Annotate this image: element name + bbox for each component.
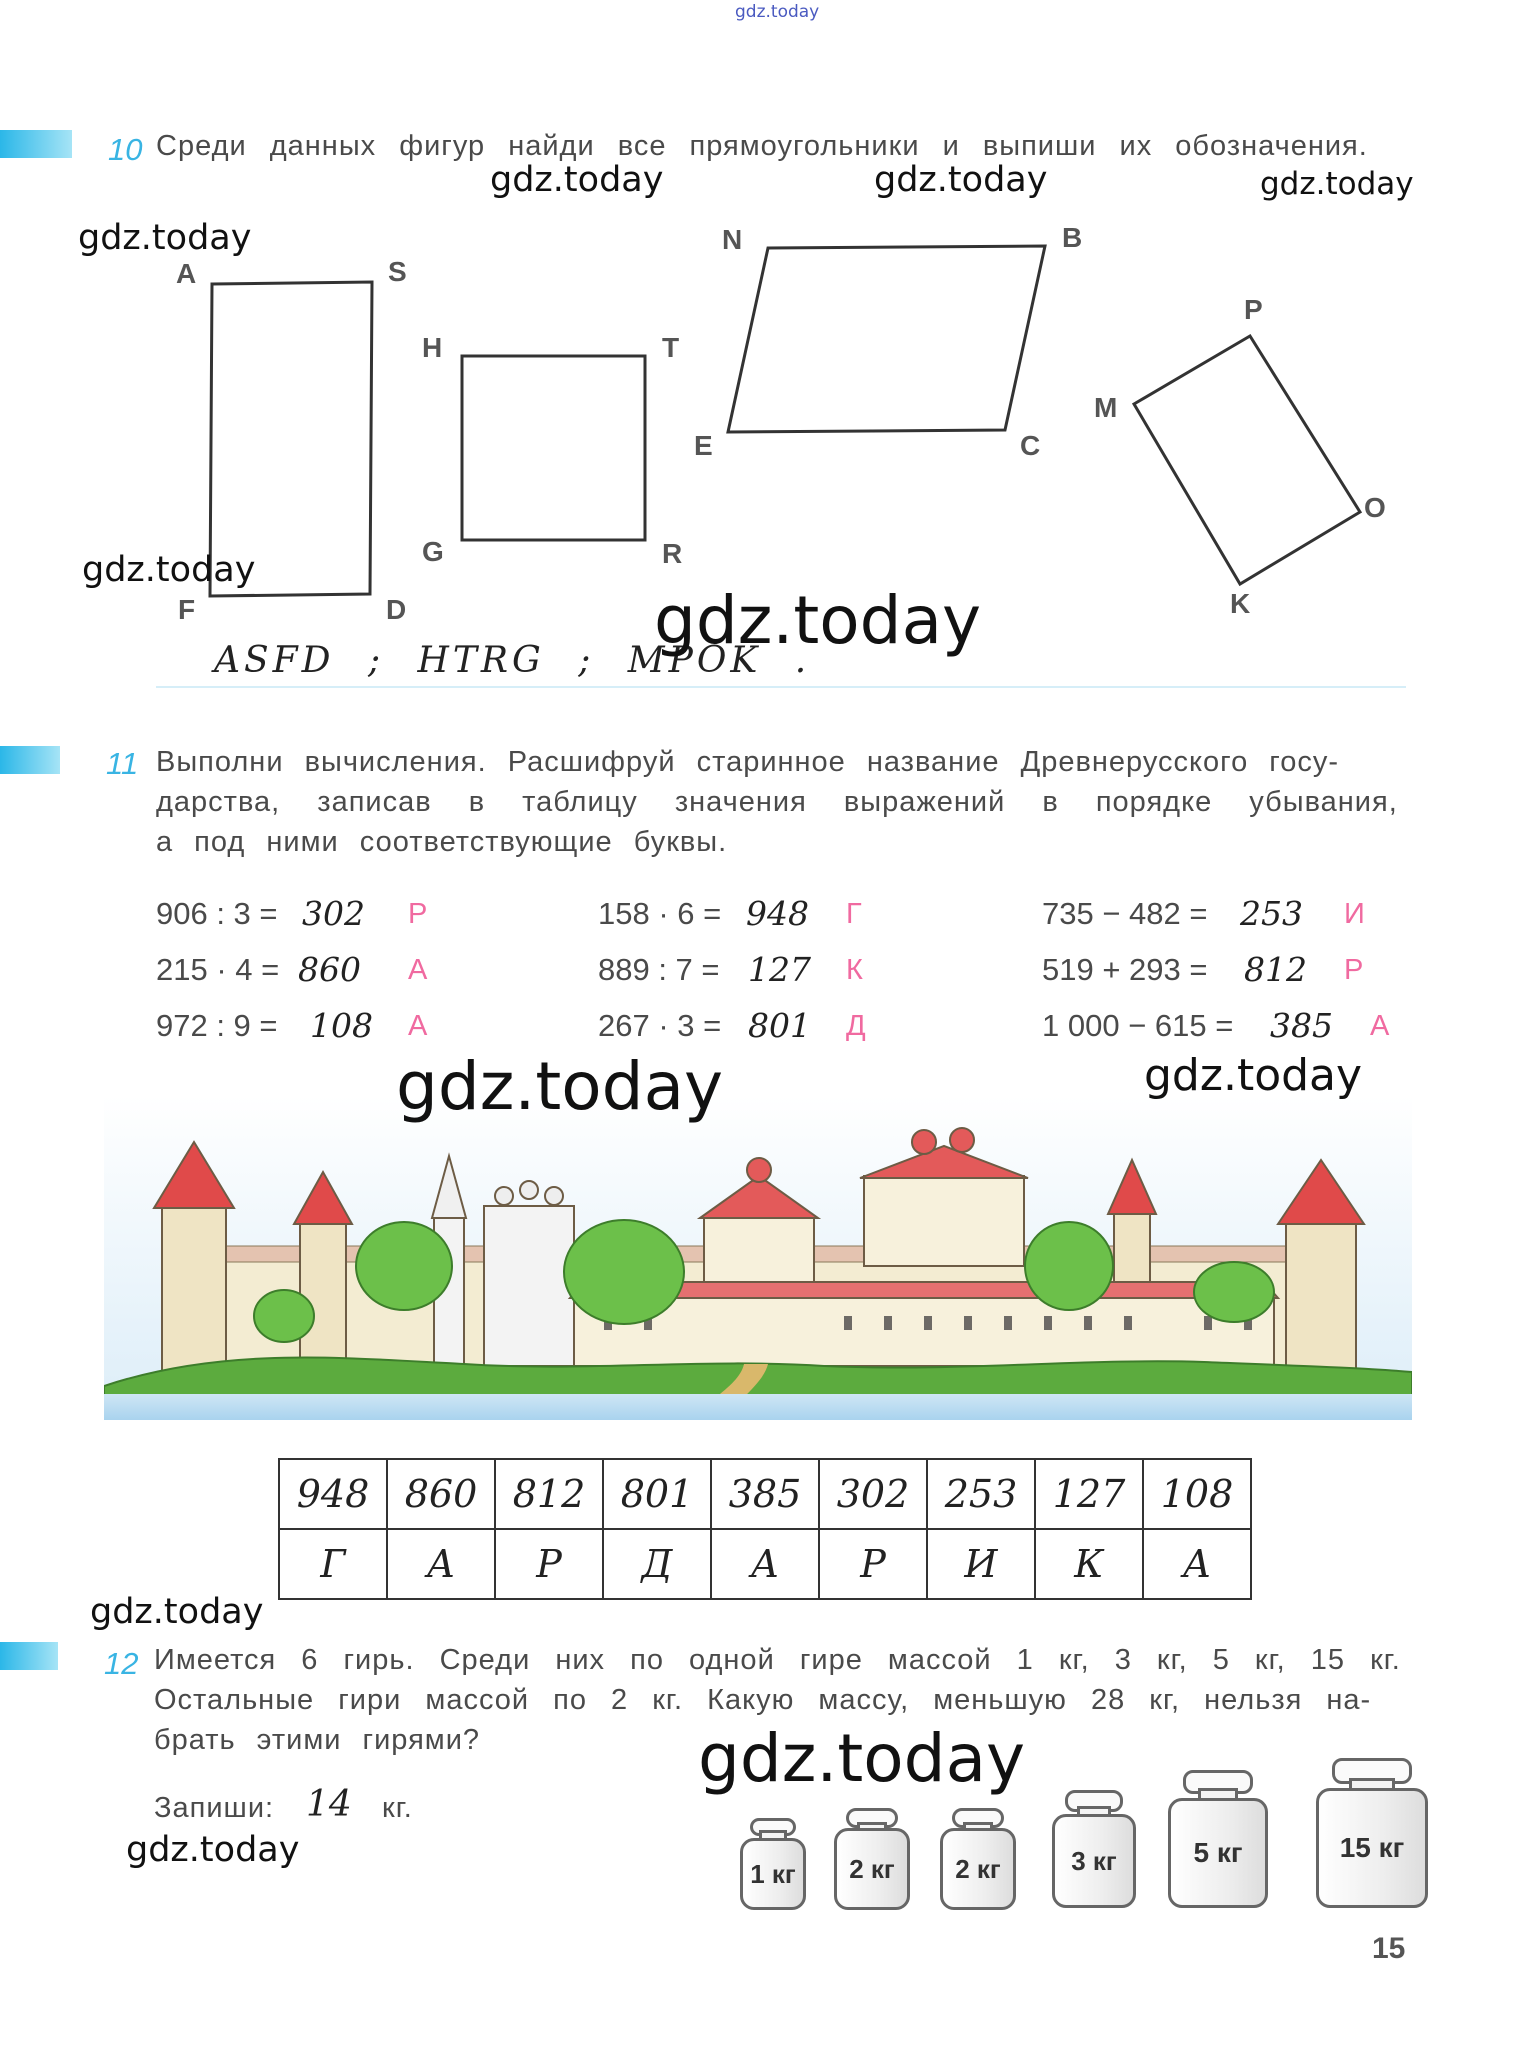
task12-text-line-3: брать этими гирями?: [154, 1724, 481, 1756]
task10-answer: ASFD ; HTRG ; MPOK .: [214, 640, 811, 681]
table-cell-value: 108: [1143, 1459, 1251, 1529]
watermark: gdz.today: [874, 160, 1048, 200]
expr-2-answer: 860: [298, 950, 361, 989]
watermark: gdz.today: [654, 582, 982, 659]
point-label-c: C: [1020, 430, 1041, 461]
table-cell-letter: А: [711, 1529, 819, 1599]
watermark: gdz.today: [490, 160, 664, 200]
expr-8-letter: Р: [1344, 954, 1364, 986]
expr-3-letter: А: [408, 1010, 428, 1042]
expr-6-answer: 801: [748, 1006, 811, 1045]
point-label-f: F: [178, 594, 196, 625]
table-cell-value: 812: [495, 1459, 603, 1529]
expr-5-answer: 127: [748, 950, 811, 989]
watermark: gdz.today: [82, 550, 256, 590]
task10-answer-line: [156, 686, 1406, 688]
expr-2-letter: А: [408, 954, 428, 986]
expr-2: 215 · 4 =: [156, 952, 280, 987]
rectangle-asfd: [210, 282, 372, 596]
point-label-e: E: [694, 430, 713, 461]
table-cell-letter: Р: [495, 1529, 603, 1599]
point-label-m: M: [1094, 392, 1118, 423]
expr-8-answer: 812: [1244, 950, 1307, 989]
top-watermark: gdz.today: [735, 2, 820, 22]
weight-2kg: 2 кг: [834, 1808, 910, 1910]
table-cell-value: 948: [279, 1459, 387, 1529]
kremlin-illustration: [104, 1096, 1412, 1420]
watermark: gdz.today: [78, 218, 252, 258]
task11-text-line-1: Выполни вычисления. Расшифруй старинное название Древнерусского госу-: [156, 746, 1340, 778]
expr-7-answer: 253: [1240, 894, 1303, 933]
expr-6-letter: Д: [846, 1010, 866, 1042]
task10-text: Среди данных фигур найди все прямоугольники и выпиши их обозначения.: [156, 130, 1368, 162]
task11-number: 11: [106, 746, 139, 781]
expr-9-answer: 385: [1270, 1006, 1333, 1045]
watermark: gdz.today: [698, 1720, 1026, 1797]
task12-text-line-2: Остальные гири массой по 2 кг. Какую массу, меньшую 28 кг, нельзя на-: [154, 1684, 1372, 1716]
point-label-n: N: [722, 224, 743, 255]
expr-8: 519 + 293 =: [1042, 952, 1208, 987]
table-cell-letter: А: [1143, 1529, 1251, 1599]
table-row-letters: [279, 1529, 1251, 1599]
table-cell-letter: И: [927, 1529, 1035, 1599]
weight-15kg: 15 кг: [1316, 1758, 1428, 1908]
expr-4: 158 · 6 =: [598, 896, 722, 931]
weight-2kg: 2 кг: [940, 1808, 1016, 1910]
table-cell-letter: Д: [603, 1529, 711, 1599]
write-label: Запиши:: [154, 1792, 275, 1824]
expr-9: 1 000 − 615 =: [1042, 1008, 1234, 1043]
point-label-p: P: [1244, 294, 1263, 325]
point-label-a: A: [176, 258, 197, 289]
weight-5kg: 5 кг: [1168, 1770, 1268, 1908]
watermark: gdz.today: [126, 1830, 300, 1870]
task12-number: 12: [104, 1646, 139, 1681]
parallelogram-nbce: [728, 246, 1045, 432]
expr-4-letter: Г: [846, 898, 862, 930]
expr-7-letter: И: [1344, 898, 1365, 930]
table-cell-value: 253: [927, 1459, 1035, 1529]
task11-text-line-2: дарства, записав в таблицу значения выражений в порядке убывания,: [156, 786, 1398, 818]
task12-tab-marker: [0, 1642, 58, 1670]
rectangle-htrg: [462, 356, 645, 540]
expr-1: 906 : 3 =: [156, 896, 278, 931]
point-label-r: R: [662, 538, 683, 569]
expr-3-answer: 108: [310, 1006, 373, 1045]
point-label-t: T: [662, 332, 680, 363]
table-cell-value: 860: [387, 1459, 495, 1529]
task11-tab-marker: [0, 746, 60, 774]
expr-5: 889 : 7 =: [598, 952, 720, 987]
expr-9-letter: А: [1370, 1010, 1390, 1042]
expr-3: 972 : 9 =: [156, 1008, 278, 1043]
task10-number: 10: [108, 132, 143, 167]
task11-text-line-3: а под ними соответствующие буквы.: [156, 826, 728, 858]
table-cell-letter: К: [1035, 1529, 1143, 1599]
page-number: 15: [1372, 1932, 1406, 1965]
point-label-k: K: [1230, 588, 1251, 619]
weight-1kg: 1 кг: [740, 1818, 806, 1910]
watermark: gdz.today: [1260, 166, 1414, 202]
point-label-s: S: [388, 256, 407, 287]
expr-1-letter: Р: [408, 898, 428, 930]
table-cell-letter: Р: [819, 1529, 927, 1599]
point-label-b: B: [1062, 222, 1083, 253]
point-label-g: G: [422, 536, 444, 567]
expr-4-answer: 948: [746, 894, 809, 933]
table-cell-value: 302: [819, 1459, 927, 1529]
expr-6: 267 · 3 =: [598, 1008, 722, 1043]
write-unit: кг.: [382, 1792, 413, 1824]
expr-1-answer: 302: [302, 894, 365, 933]
table-cell-value: 385: [711, 1459, 819, 1529]
expr-7: 735 − 482 =: [1042, 896, 1208, 931]
watermark: gdz.today: [396, 1048, 724, 1125]
point-label-o: O: [1364, 492, 1386, 523]
table-cell-letter: Г: [279, 1529, 387, 1599]
watermark: gdz.today: [1144, 1050, 1363, 1101]
rectangle-mpok: [1134, 336, 1360, 584]
table-cell-letter: А: [387, 1529, 495, 1599]
point-label-h: H: [422, 332, 443, 363]
table-cell-value: 127: [1035, 1459, 1143, 1529]
write-answer: 14: [306, 1784, 352, 1825]
task11-answer-table: [278, 1458, 1252, 1600]
table-row-values: [279, 1459, 1251, 1529]
point-label-d: D: [386, 594, 407, 625]
table-cell-value: 801: [603, 1459, 711, 1529]
watermark: gdz.today: [90, 1592, 264, 1632]
weight-3kg: 3 кг: [1052, 1790, 1136, 1908]
expr-5-letter: К: [846, 954, 863, 986]
task12-text-line-1: Имеется 6 гирь. Среди них по одной гире массой 1 кг, 3 кг, 5 кг, 15 кг.: [154, 1644, 1401, 1676]
